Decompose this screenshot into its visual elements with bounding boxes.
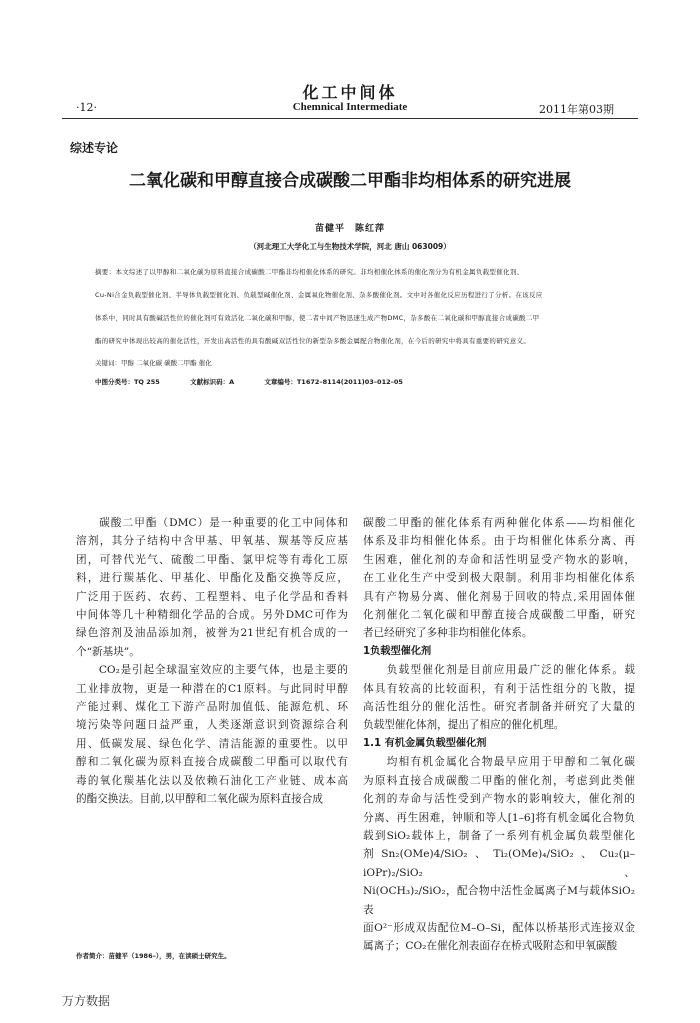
body-text-line: 为原料直接合成碳酸二甲酯的催化剂，考虑到此类催 [363,774,635,787]
body-text-line: 分离、再生困难，钟顺和等人[1–6]将有机金属化合物负 [363,811,635,824]
body-text-line: 载到SiO₂载体上，制备了一系列有机金属负载型催化 [363,829,635,842]
body-text-line: 中间体等几十种精细化学品的合成。另外DMC可作为 [76,609,348,622]
body-text-line: 具有产物易分离、催化剂易于回收的特点,采用固体催 [363,590,635,603]
body-text-line: 体具有较高的比较面积，有利于活性组分的飞散，提 [363,682,635,695]
body-text-line: 剂Sn₂(OMe)4/SiO₂、Ti₂(OMe)₄/SiO₂、Cu₂(μ–iOPr)₂/SiO₂、 [363,848,635,879]
body-text-line: 料，进行羰基化、甲基化、甲酯化及酯交换等反应， [76,572,348,585]
body-text-line: 负载型催化剂是目前应用最广泛的催化体系。载 [363,664,635,677]
body-text-line: 碳酸二甲酯的催化体系有两种催化体系——均相催化 [363,517,635,529]
section-heading: 1负载型催化剂 [363,645,432,657]
body-text-line: 面O²⁻形成双齿配位M–O–Si，配体以桥基形式连接双金 [363,921,635,934]
body-text-line: 化剂的寿命与活性受到产物水的影响较大，催化剂的 [363,793,635,806]
body-text-line: 属离子；CO₂在催化剂表面存在桥式吸附态和甲氧碳酸 [363,940,618,953]
section-heading: 1.1 有机金属负载型催化剂 [363,737,487,749]
author-note: 作者简介：苗健平（1986–），男，在读硕士研究生。 [76,952,231,960]
body-text-line: 用、低碳发展、绿色化学、清洁能源的重要性。以甲 [76,737,348,750]
article-title: 二氧化碳和甲醇直接合成碳酸二甲酯非均相体系的研究进展 [129,171,571,191]
header-divider [62,118,638,119]
authors: 苗健平 陈红萍 [314,224,385,234]
body-text-line: CO₂是引起全球温室效应的主要气体，也是主要的 [76,664,348,677]
body-text-line: 溶剂，其分子结构中含甲基、甲氧基、羰基等反应基 [76,535,348,548]
section-label: 综述专论 [70,141,119,155]
body-column-left [76,514,348,809]
body-text-line: 负载型催化体剂，提出了相应的催化机理。 [363,719,565,732]
body-text-line: 团，可替代光气、硫酸二甲酯、氯甲烷等有毒化工原 [76,553,348,566]
keywords: 关键词：甲醇 二氧化碳 碳酸二甲酯 催化 [95,359,212,367]
body-text-line: 个“新基块”。 [76,645,140,658]
body-text-line: 均相有机金属化合物最早应用于甲醇和二氧化碳 [363,756,635,769]
body-text-line: 在工业化生产中受到极大限制。利用非均相催化体系 [363,572,635,585]
affiliation: （河北理工大学化工与生物技术学院，河北 唐山 063009） [249,242,451,251]
body-text-line: 广泛用于医药、农药、工程塑料、电子化学品和香料 [76,590,348,603]
page-number: ·12· [76,101,97,114]
abstract-line: Cu-Ni合金负载型催化剂、半导体负载型催化剂、负载型碱催化剂、金属氧化物催化剂、杂多酸催化剂。文中对各催化反应历程进行了分析。在该反应 [95,291,543,299]
issue-label: 2011年第03期 [539,103,614,116]
body-text-line: 碳酸二甲酯（DMC）是一种重要的化工中间体和 [76,517,348,529]
body-text-line: 工业排放物，更是一种潜在的C1原料。与此同时甲醇 [76,682,348,695]
body-text-line: Ni(OCH₃)₂/SiO₂，配合物中活性金属离子M与载体SiO₂表 [363,885,635,916]
body-column-right [363,514,635,956]
abstract-line: 体系中，同时具有酸碱活性位的催化剂可有效活化二氧化碳和甲醇，使二者中间产物迅速生成产物DMC，杂多酸在二氧化碳和甲醇直接合成碳酸二甲 [95,314,540,322]
body-text-line: 毒的氧化羰基化法以及依赖石油化工产业链、成本高 [76,774,348,787]
body-text-line: 境污染等问题日益严重，人类逐渐意识到资源综合利 [76,719,348,732]
watermark: 万方数据 [62,994,111,1008]
doc-code: 文献标识码：A [190,378,235,386]
body-text-line: 体系及非均相催化体系。由于均相催化体系分离、再 [363,535,635,548]
journal-title: 化工中间体 [302,83,398,102]
article-number: 文章编号：T1672–8114(2011)03–012–05 [264,378,403,386]
body-text-line: 者已经研究了多种非均相催化体系。 [363,627,533,640]
abstract-line: 摘要：本文综述了以甲醇和二氧化碳为原料直接合成碳酸二甲酯非均相催化体系的研究。非均相催化体系的催化剂分为有机金属负载型催化剂、 [95,268,524,276]
body-text-line: 产能过剩、煤化工下游产品附加值低、能源危机、环 [76,701,348,714]
body-text-line: 高活性组分的催化活性。研究者制备并研究了大量的 [363,701,635,714]
article-meta [95,377,431,386]
body-text-line: 生困难，催化剂的寿命和活性明显受产物水的影响， [363,553,635,566]
body-text-line: 绿色溶剂及油品添加剂，被誉为21世纪有机合成的一 [76,627,348,640]
body-text-line: 化剂催化二氧化碳和甲醇直接合成碳酸二甲酯，研究 [363,609,635,622]
body-text-line: 醇和二氧化碳为原料直接合成碳酸二甲酯可以取代有 [76,756,348,769]
clc-number: 中图分类号：TQ 255 [95,378,160,386]
abstract-line: 酯的研究中体现出较高的催化活性，开发出高活性的具有酸碱双活性位的新型杂多酸金属配合物催化剂，在今后的研究中将具有重要的研究意义。 [95,337,531,345]
body-text-line: 的酯交换法。目前,以甲醇和二氧化碳为原料直接合成 [76,793,324,806]
journal-name-en: Chemnical Intermediate [292,101,408,113]
